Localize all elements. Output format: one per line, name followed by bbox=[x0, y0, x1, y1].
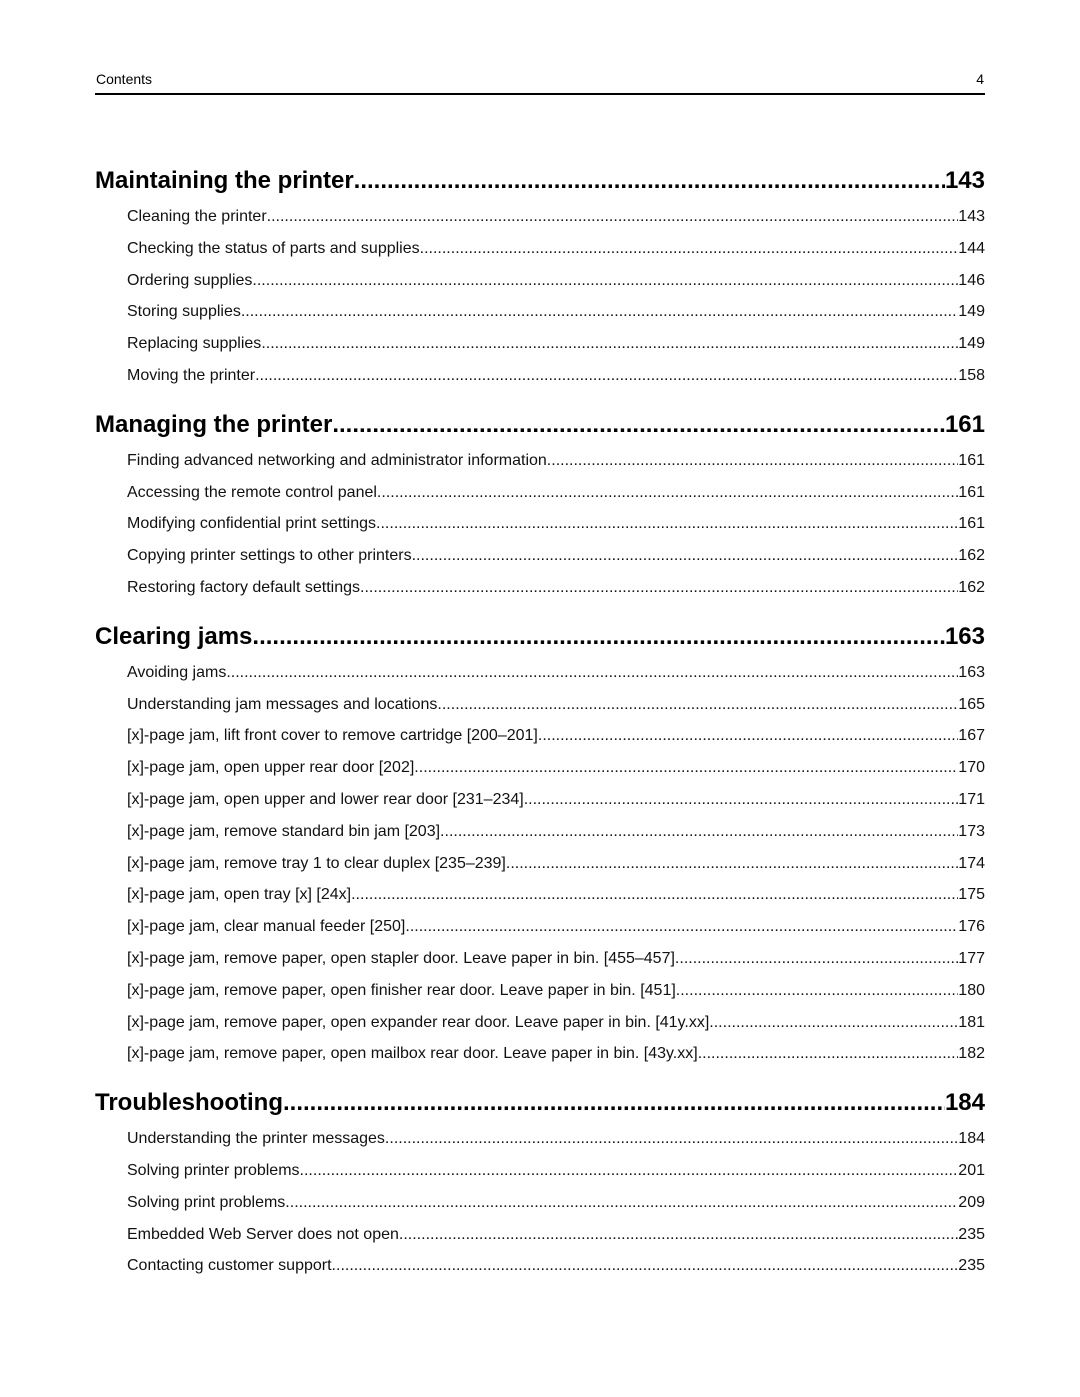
toc-chapter[interactable] bbox=[95, 618, 985, 656]
toc-entry-page: 235 bbox=[958, 1257, 985, 1275]
toc-entry[interactable] bbox=[95, 879, 985, 911]
dot-leader bbox=[285, 1187, 958, 1219]
toc-entry-page: 175 bbox=[958, 886, 985, 904]
toc-entry-page: 162 bbox=[958, 547, 985, 565]
toc-chapter-page: 163 bbox=[944, 622, 985, 650]
table-of-contents bbox=[95, 162, 985, 1296]
dot-leader bbox=[241, 296, 958, 328]
toc-entry-title: Cleaning the printer bbox=[127, 208, 267, 225]
toc-entry-page: 209 bbox=[958, 1193, 985, 1211]
toc-entry-page: 201 bbox=[958, 1161, 985, 1179]
dot-leader bbox=[675, 943, 958, 975]
page-number: 4 bbox=[976, 71, 984, 87]
toc-entry-page: 182 bbox=[958, 1045, 985, 1063]
toc-entry[interactable] bbox=[95, 360, 985, 392]
dot-leader bbox=[376, 508, 958, 540]
dot-leader bbox=[524, 784, 959, 816]
toc-entry-page: 180 bbox=[958, 981, 985, 999]
toc-entry-title: Replacing supplies bbox=[127, 335, 262, 353]
toc-entry[interactable] bbox=[95, 689, 985, 721]
toc-entry[interactable] bbox=[95, 1219, 985, 1251]
toc-entry[interactable] bbox=[95, 752, 985, 784]
dot-leader bbox=[399, 1219, 958, 1251]
toc-entry-title: [x]‑page jam, remove paper, open mailbox rear door. Leave paper in bin. [43y.xx] bbox=[127, 1045, 698, 1063]
toc-entry-page: 158 bbox=[958, 366, 985, 384]
toc-entry-title: Accessing the remote control panel bbox=[127, 483, 377, 501]
toc-section bbox=[95, 618, 985, 1070]
toc-entry-page: 176 bbox=[958, 918, 985, 936]
dot-leader bbox=[252, 618, 945, 656]
dot-leader bbox=[332, 1250, 959, 1282]
toc-entry-page: 143 bbox=[958, 208, 985, 225]
toc-entry[interactable] bbox=[95, 1187, 985, 1219]
toc-entry[interactable] bbox=[95, 816, 985, 848]
toc-entry-page: 171 bbox=[958, 790, 985, 808]
toc-entry[interactable] bbox=[95, 1038, 985, 1070]
toc-entry-page: 174 bbox=[958, 854, 985, 872]
toc-entry[interactable] bbox=[95, 848, 985, 880]
toc-entry-title: [x]‑page jam, remove paper, open expander rear door. Leave paper in bin. [41y.xx] bbox=[127, 1013, 710, 1031]
toc-entry[interactable] bbox=[95, 975, 985, 1007]
toc-entry-title: Finding advanced networking and administrator information bbox=[127, 451, 547, 469]
dot-leader bbox=[252, 265, 958, 297]
toc-entry[interactable] bbox=[95, 1250, 985, 1282]
dot-leader bbox=[709, 1007, 958, 1039]
toc-entry-page: 177 bbox=[958, 949, 985, 967]
toc-entry[interactable] bbox=[95, 296, 985, 328]
dot-leader bbox=[332, 406, 945, 444]
toc-entry-page: 181 bbox=[958, 1013, 985, 1031]
toc-entry-page: 144 bbox=[958, 239, 985, 257]
dot-leader bbox=[440, 816, 958, 848]
dot-leader bbox=[354, 162, 945, 200]
toc-entry[interactable] bbox=[95, 720, 985, 752]
toc-chapter-page: 161 bbox=[944, 410, 985, 438]
dot-leader bbox=[226, 657, 958, 689]
toc-entry-page: 149 bbox=[958, 335, 985, 353]
toc-entry-title: Modifying confidential print settings bbox=[127, 515, 377, 533]
page-header bbox=[95, 67, 985, 95]
toc-chapter[interactable] bbox=[95, 162, 985, 200]
toc-entry[interactable] bbox=[95, 572, 985, 604]
dot-leader bbox=[437, 689, 958, 721]
dot-leader bbox=[283, 1084, 945, 1122]
toc-entry-title: Solving printer problems bbox=[127, 1161, 300, 1179]
toc-entry-page: 146 bbox=[958, 271, 985, 289]
toc-entry[interactable] bbox=[95, 508, 985, 540]
toc-chapter-title: Troubleshooting bbox=[95, 1089, 283, 1117]
toc-entry-title: Understanding jam messages and locations bbox=[127, 695, 438, 713]
toc-entry[interactable] bbox=[95, 1155, 985, 1187]
toc-entry[interactable] bbox=[95, 943, 985, 975]
toc-entry-page: 163 bbox=[958, 663, 985, 681]
toc-entry-page: 165 bbox=[958, 695, 985, 713]
toc-chapter-page: 143 bbox=[944, 167, 985, 194]
dot-leader bbox=[538, 720, 958, 752]
toc-entry-page: 184 bbox=[958, 1130, 985, 1148]
toc-entry[interactable] bbox=[95, 445, 985, 477]
toc-entry-title: Ordering supplies bbox=[127, 271, 253, 289]
toc-entry-title: [x]‑page jam, lift front cover to remove cartridge [200–201] bbox=[127, 727, 538, 745]
dot-leader bbox=[377, 477, 958, 509]
dot-leader bbox=[414, 752, 958, 784]
toc-chapter-page: 184 bbox=[944, 1089, 985, 1117]
toc-chapter[interactable] bbox=[95, 406, 985, 444]
toc-entry-title: Avoiding jams bbox=[127, 663, 227, 681]
toc-entry-page: 161 bbox=[958, 451, 985, 469]
dot-leader bbox=[351, 879, 958, 911]
dot-leader bbox=[360, 572, 958, 604]
toc-section bbox=[95, 162, 985, 392]
toc-entry-title: [x]‑page jam, remove paper, open stapler door. Leave paper in bin. [455–457] bbox=[127, 949, 675, 967]
toc-entry[interactable] bbox=[95, 233, 985, 265]
toc-entry-page: 161 bbox=[958, 515, 985, 533]
dot-leader bbox=[698, 1038, 959, 1070]
toc-entry-title: Contacting customer support bbox=[127, 1257, 332, 1275]
toc-chapter-title: Managing the printer bbox=[95, 410, 333, 438]
toc-entry-page: 161 bbox=[958, 483, 985, 501]
toc-entry-title: [x]‑page jam, remove paper, open finisher rear door. Leave paper in bin. [451] bbox=[127, 981, 676, 999]
dot-leader bbox=[405, 911, 958, 943]
dot-leader bbox=[676, 975, 959, 1007]
toc-chapter[interactable] bbox=[95, 1084, 985, 1122]
dot-leader bbox=[547, 445, 959, 477]
toc-entry[interactable] bbox=[95, 784, 985, 816]
toc-entry[interactable] bbox=[95, 477, 985, 509]
toc-entry-title: Solving print problems bbox=[127, 1193, 286, 1211]
toc-entry-title: Restoring factory default settings bbox=[127, 578, 361, 596]
toc-entry[interactable] bbox=[95, 328, 985, 360]
toc-entry[interactable] bbox=[95, 540, 985, 572]
toc-chapter-title: Clearing jams bbox=[95, 622, 253, 650]
toc-entry-title: [x]‑page jam, open upper and lower rear door [231–234] bbox=[127, 790, 524, 808]
toc-entry[interactable] bbox=[95, 657, 985, 689]
toc-entry[interactable] bbox=[95, 1123, 985, 1155]
dot-leader bbox=[412, 540, 959, 572]
toc-entry-page: 167 bbox=[958, 727, 985, 745]
toc-entry-title: Understanding the printer messages bbox=[127, 1130, 385, 1148]
toc-entry[interactable] bbox=[95, 201, 985, 233]
toc-entry-title: Embedded Web Server does not open bbox=[127, 1225, 399, 1243]
toc-section bbox=[95, 406, 985, 604]
dot-leader bbox=[385, 1123, 958, 1155]
toc-entry-title: Storing supplies bbox=[127, 303, 241, 321]
toc-entry-title: Copying printer settings to other printers bbox=[127, 547, 412, 565]
toc-entry-title: [x]‑page jam, open upper rear door [202] bbox=[127, 759, 415, 777]
toc-entry-page: 149 bbox=[958, 303, 985, 321]
dot-leader bbox=[300, 1155, 959, 1187]
dot-leader bbox=[420, 233, 959, 265]
running-header-title: Contents bbox=[96, 71, 153, 87]
toc-entry-title: [x]‑page jam, remove tray 1 to clear duplex [235–239] bbox=[127, 854, 506, 872]
toc-entry-title: [x]‑page jam, open tray [x] [24x] bbox=[127, 886, 352, 904]
toc-section bbox=[95, 1084, 985, 1282]
toc-entry-title: Moving the printer bbox=[127, 366, 256, 384]
toc-entry-title: [x]‑page jam, clear manual feeder [250] bbox=[127, 918, 406, 936]
dot-leader bbox=[267, 201, 959, 233]
toc-entry-title: Checking the status of parts and supplies bbox=[127, 239, 420, 257]
dot-leader bbox=[255, 360, 958, 392]
toc-entry-page: 173 bbox=[958, 822, 985, 840]
toc-entry[interactable] bbox=[95, 265, 985, 297]
toc-entry-page: 162 bbox=[958, 578, 985, 596]
dot-leader bbox=[261, 328, 958, 360]
toc-entry-page: 235 bbox=[958, 1225, 985, 1243]
toc-entry-title: [x]‑page jam, remove standard bin jam [203] bbox=[127, 822, 441, 840]
toc-entry-page: 170 bbox=[958, 759, 985, 777]
dot-leader bbox=[506, 848, 958, 880]
toc-entry[interactable] bbox=[95, 1007, 985, 1039]
toc-entry[interactable] bbox=[95, 911, 985, 943]
toc-chapter-title: Maintaining the printer bbox=[95, 167, 354, 194]
